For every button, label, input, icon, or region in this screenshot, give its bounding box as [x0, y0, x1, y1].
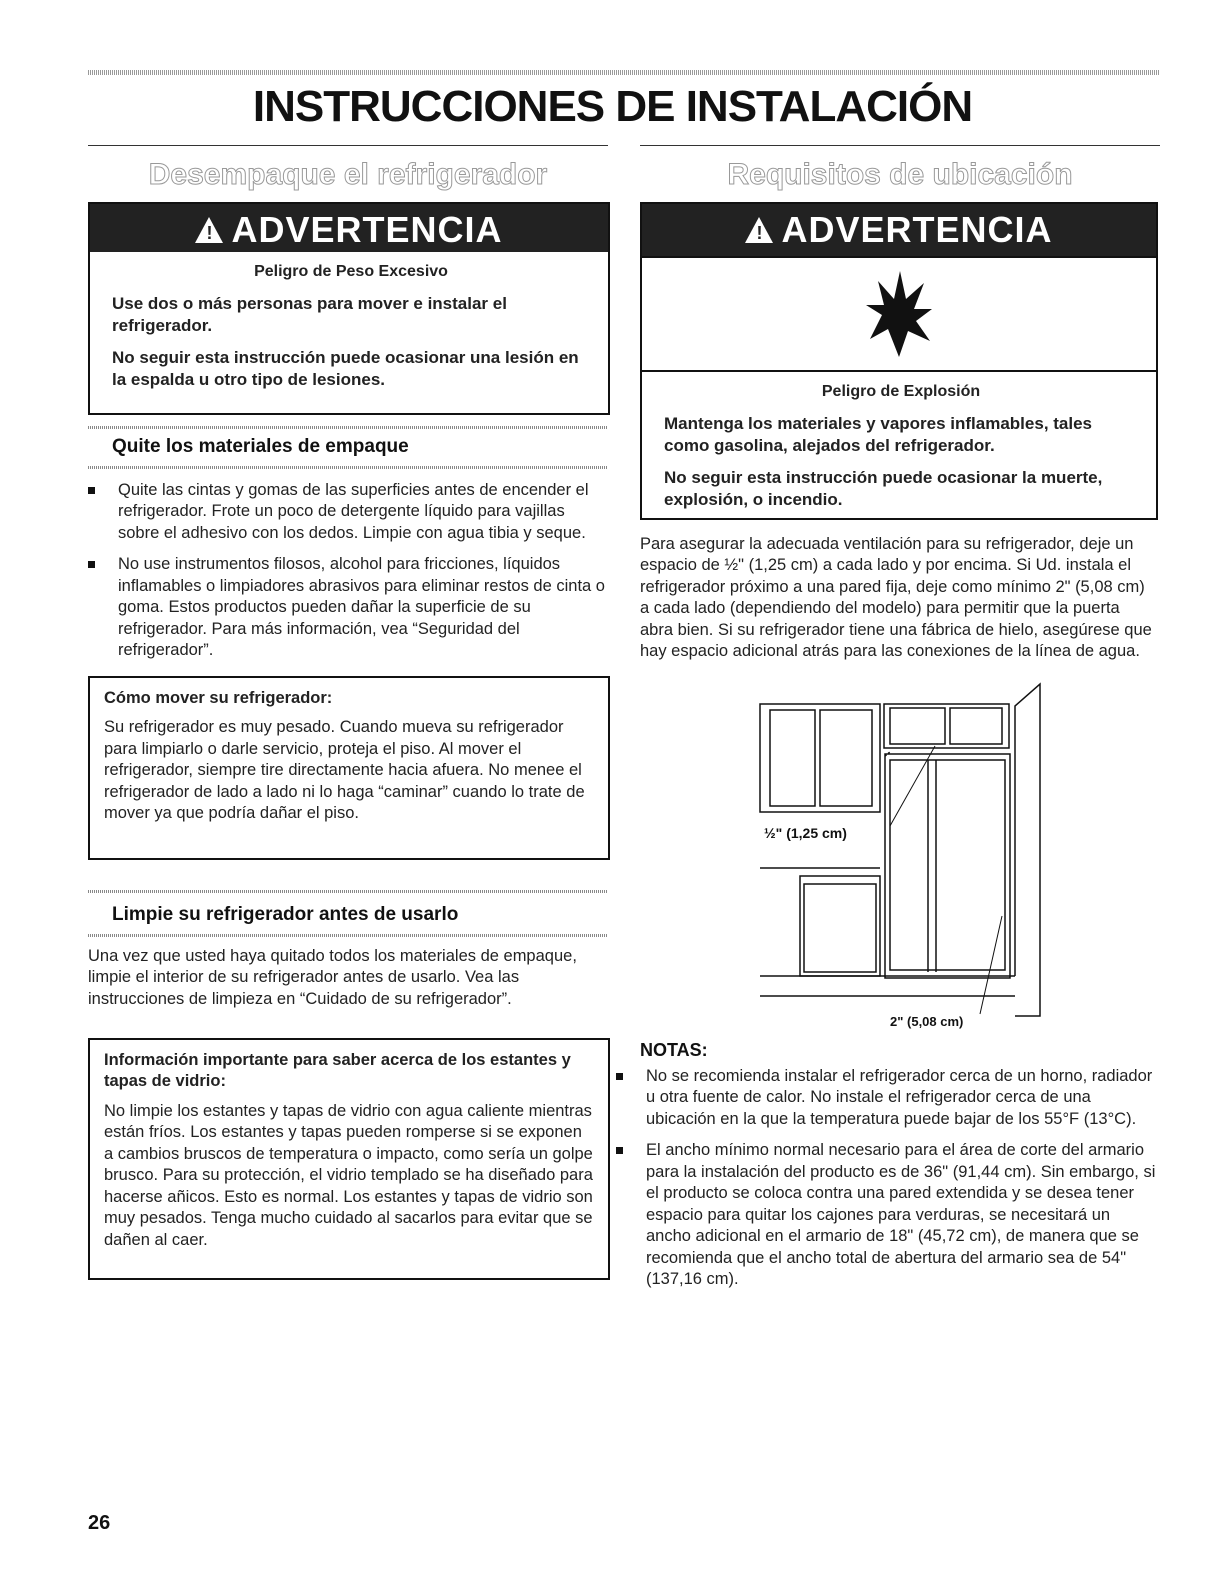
moving-text: Su refrigerador es muy pesado. Cuando mueva su refrigerador para limpiarlo o darle servicio, proteja el piso. Al mover el refrigerador, siempre tire directamente hacia afuera. No menee el refrigerador de lado a lado ni lo haga “caminar” cuando lo trate de mover ya que podría dañar el piso. [104, 718, 585, 823]
left-section-title: Desempaque el refrigerador [148, 158, 548, 191]
explosion-warning-box [640, 202, 1158, 520]
right-divider [640, 145, 1160, 146]
warning-band-label: ADVERTENCIA [781, 209, 1053, 250]
glass-text: No limpie los estantes y tapas de vidrio con agua caliente mientras están fríos. Los estantes y tapas pueden romperse si se exponen a cambios bruscos de temperatura o impacto, como sería un golpe brusco. Para su protección, el vidrio templado se ha diseñado para hacerse añicos. Esto es normal. Los estantes y tapas de vidrio son muy pesados. Tenga mucho cuidado al sacarlos para evitar que se dañen al caer. [104, 1101, 593, 1249]
page-number: 26 [88, 1512, 111, 1534]
glass-info-box [88, 1038, 610, 1280]
clean-rule-top [88, 890, 608, 893]
packing-rule-top [88, 426, 608, 429]
notes-list [616, 1066, 1156, 1300]
explosion-icon [864, 269, 934, 359]
list-item: El ancho mínimo normal necesario para el área de corte del armario para la instalación del producto es de 36" (91,44 cm). Sin embargo, si el producto se coloca contra una pared extendida y se desea tener espacio para quitar los cajones para verduras, se necesitará un ancho adicional en el armario de 18" (45,72 cm), de manera que se recomienda que el ancho total de abertura del armario sea de 54" (137,16 cm). [616, 1140, 1156, 1290]
warning-heading: Peligro de Explosión [821, 383, 981, 400]
warning-line-2: No seguir esta instrucción puede ocasionar una lesión en la espalda u otro tipo de lesiones. [112, 347, 579, 390]
weight-warning-content [88, 252, 610, 415]
clean-text: Una vez que usted haya quitado todos los materiales de empaque, limpie el interior de su refrigerador antes de usarlo. Vea las instrucciones de limpieza en “Cuidado de su refrigerador”. [88, 947, 577, 1008]
left-divider [88, 145, 608, 146]
top-dotted-rule [88, 70, 1160, 75]
moving-heading: Cómo mover su refrigerador: [104, 689, 333, 707]
warning-line-1: Mantenga los materiales y vapores inflamables, tales como gasolina, alejados del refrigerador. [664, 413, 1093, 455]
packing-rule-bottom [88, 466, 608, 469]
right-section-title: Requisitos de ubicación [727, 158, 1073, 191]
page-title: INSTRUCCIONES DE INSTALACIÓN [252, 82, 973, 131]
warning-band [90, 204, 608, 258]
clean-heading: Limpie su refrigerador antes de usarlo [112, 904, 459, 925]
warning-band-label: ADVERTENCIA [231, 209, 503, 250]
glass-heading: Información importante para saber acerca de los estantes y tapas de vidrio: [104, 1051, 571, 1091]
notes-heading: NOTAS: [640, 1040, 708, 1060]
warning-triangle-icon: ! [745, 217, 773, 243]
warning-band [642, 204, 1156, 258]
packing-heading: Quite los materiales de empaque [112, 436, 409, 457]
list-item: Quite las cintas y gomas de las superficies antes de encender el refrigerador. Frote un poco de detergente líquido para vajillas sobre el adhesivo con los dedos. Limpie con agua tibia y seque. [88, 480, 608, 544]
label-two-inch: 2" (5,08 cm) [890, 1014, 964, 1029]
label-half-inch: ½" (1,25 cm) [764, 825, 847, 841]
list-item: No use instrumentos filosos, alcohol para fricciones, líquidos inflamables o limpiadores abrasivos para eliminar restos de cinta o goma. Estos productos pueden dañar la superficie de su refrigerador. Para más información, vea “Seguridad del refrigerador”. [88, 554, 608, 661]
warning-triangle-icon: ! [195, 217, 223, 243]
warning-heading: Peligro de Peso Excesivo [254, 263, 448, 280]
list-item: No se recomienda instalar el refrigerador cerca de un horno, radiador u otra fuente de calor. No instale el refrigerador cerca de una ubicación en la que la temperatura puede bajar de los 55°F (13°C). [616, 1066, 1156, 1130]
location-text: Para asegurar la adecuada ventilación para su refrigerador, deje un espacio de ½" (1,25 cm) a cada lado y por encima. Si Ud. instala el refrigerador próximo a una pared fija, deje como mínimo 2" (5,08 cm) a cada lado (dependiendo del modelo) para permitir que la puerta abra bien. Si su refrigerador tiene una fábrica de hielo, asegúrese que hay espacio adicional atrás para las conexiones de la línea de agua. [640, 535, 1152, 661]
explosion-icon-area [642, 258, 1156, 372]
clean-rule-bottom [88, 934, 608, 937]
clearance-diagram [740, 676, 1050, 1031]
packing-list [88, 480, 608, 672]
warning-line-1: Use dos o más personas para mover e instalar el refrigerador. [112, 293, 507, 335]
warning-line-2: No seguir esta instrucción puede ocasionar la muerte, explosión, o incendio. [664, 467, 1103, 510]
moving-info-box [88, 676, 610, 860]
explosion-warning-content [642, 372, 1156, 533]
